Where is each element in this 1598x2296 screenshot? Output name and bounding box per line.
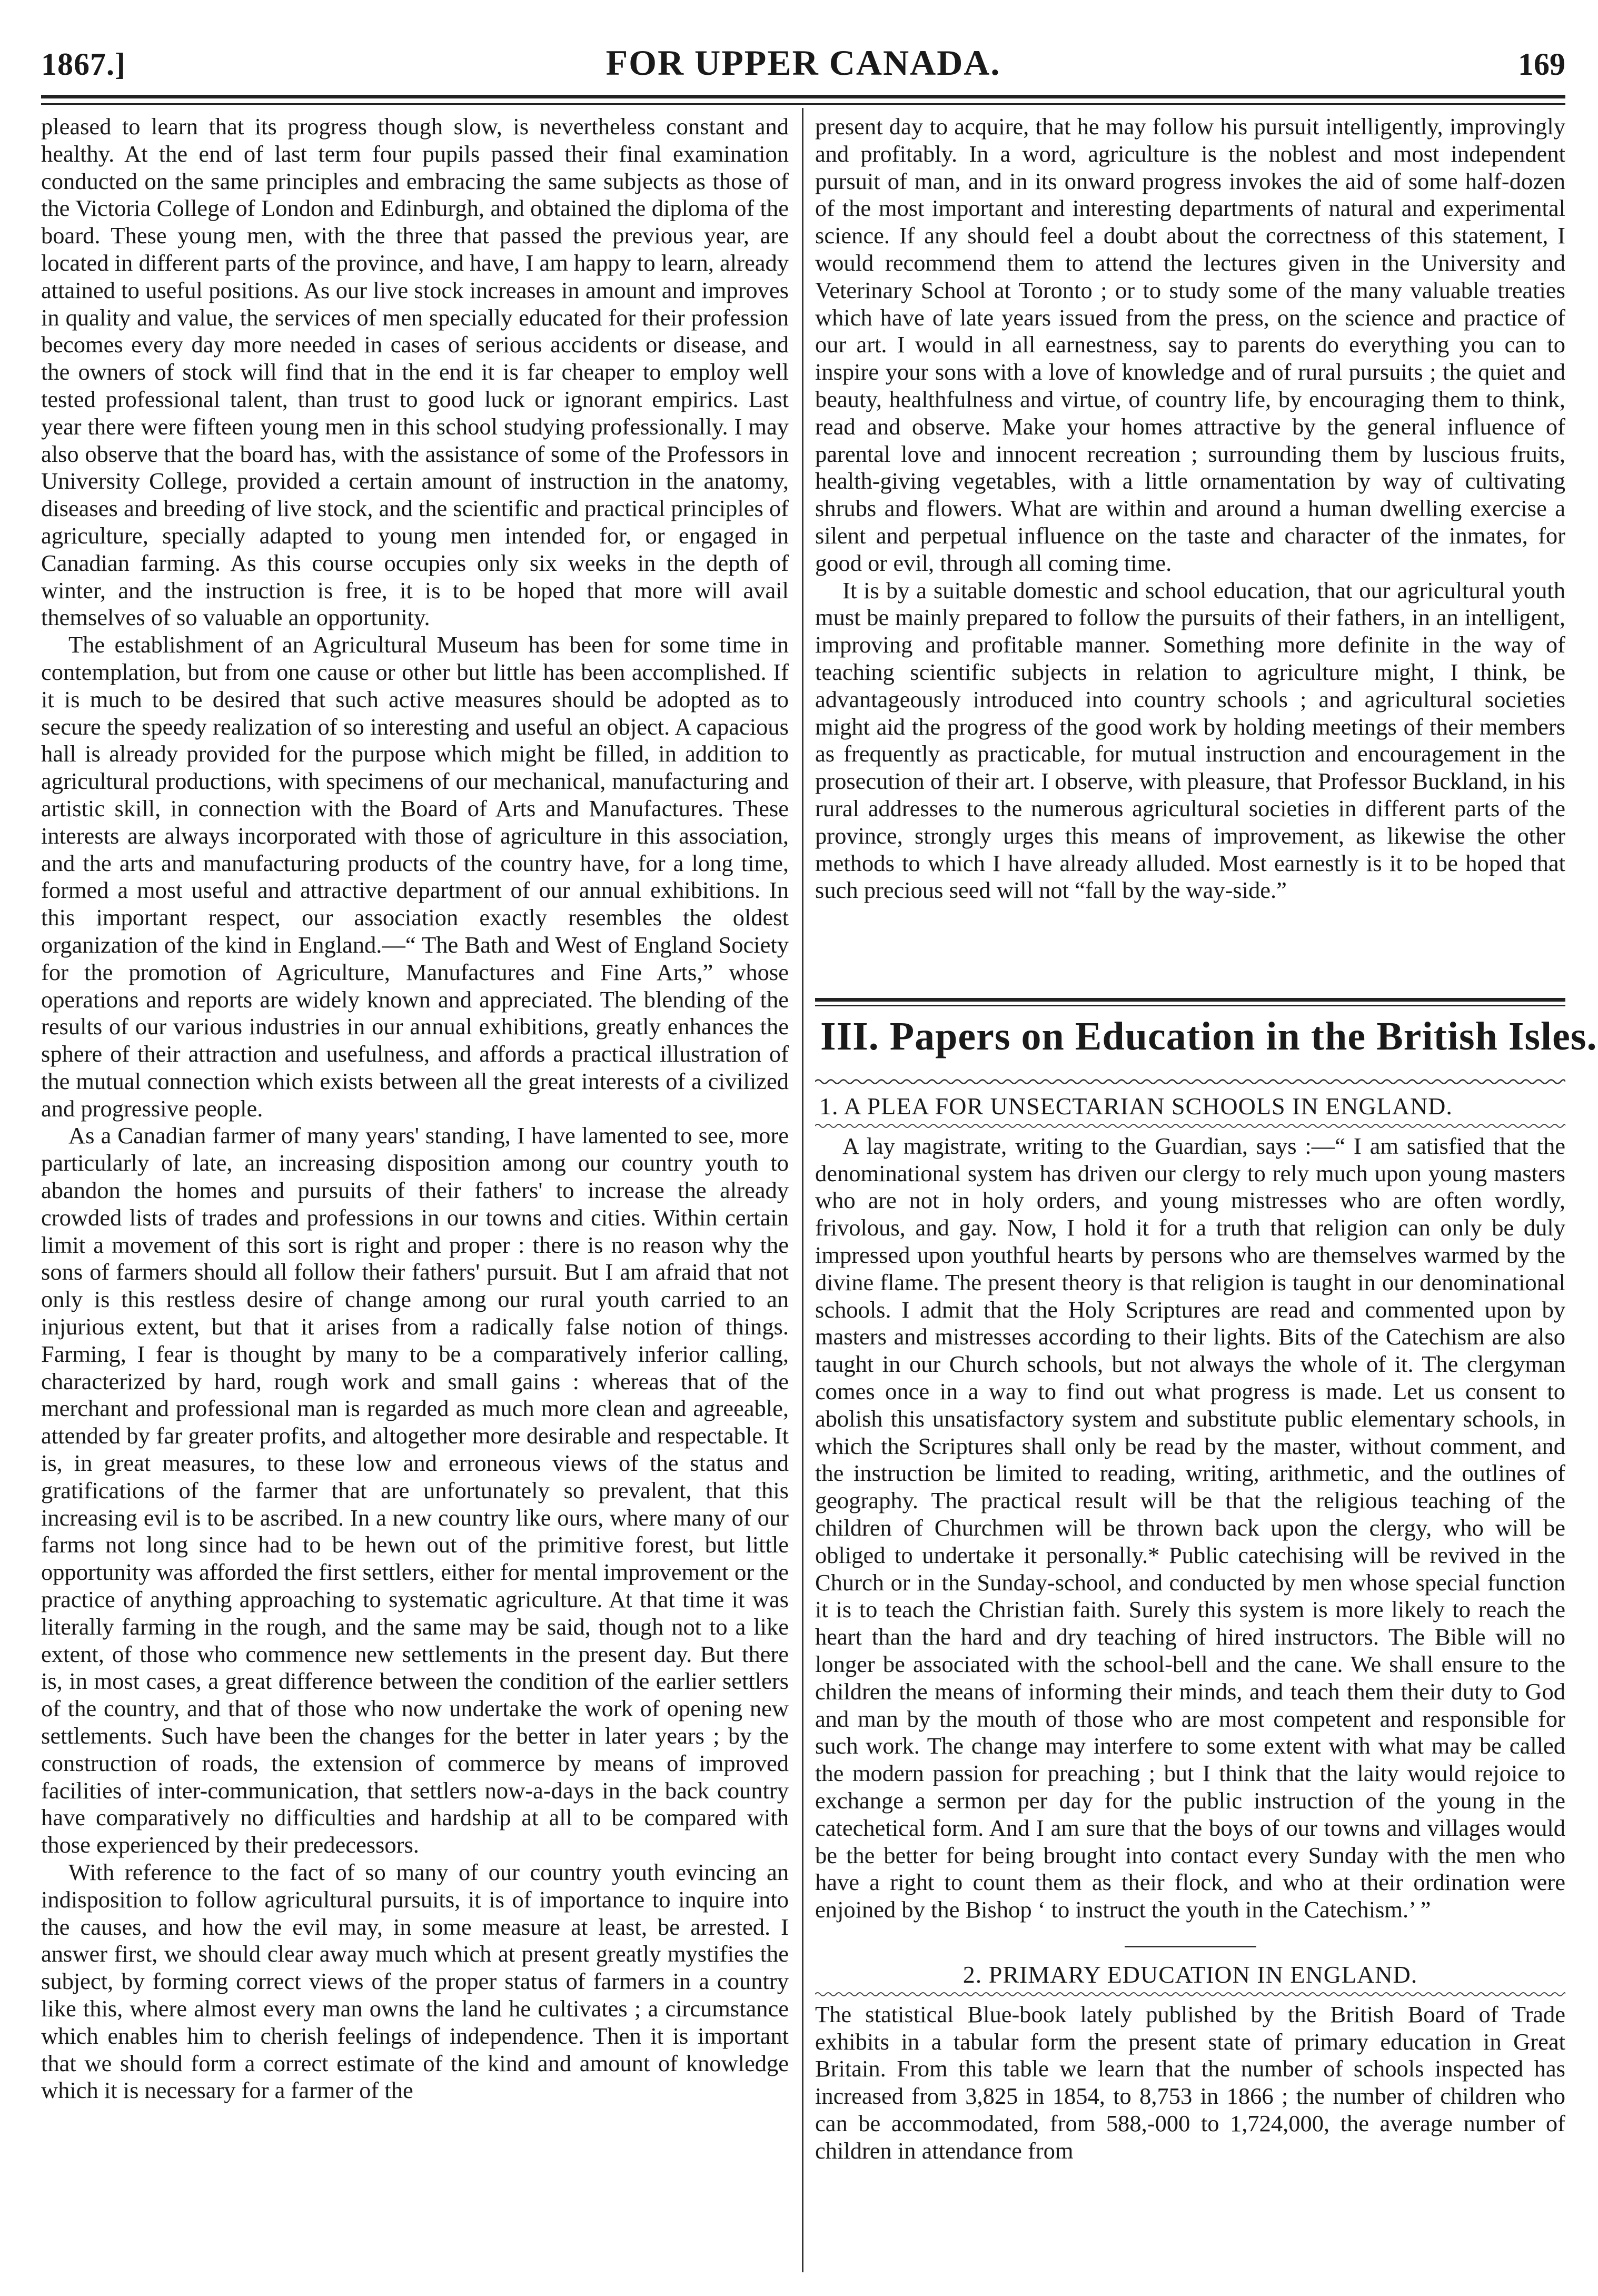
section-heading-box (815, 998, 1597, 1086)
right-column-top (815, 113, 1565, 904)
section-rule-thick (815, 998, 1565, 1002)
column-divider (802, 108, 803, 2272)
article-separator-rule (1125, 1946, 1256, 1947)
article-1-body: A lay magistrate, writing to the Guardian, says :—“ I am satisfied that the denominational system has driven our clergy to rely much upon young masters who are not in holy orders, and young mistresses who are often wordly, frivolous, and gay. Now, I hold it for a truth that religion can only be duly impressed upon youthful hearts by persons who are themselves warmed by the divine flame. The present theory is that religion is taught in our denominational schools. I admit that the Holy Scriptures are read and commented upon by masters and mistresses according to their lights. Bits of the Catechism are also taught in our Church schools, but not always the whole of it. The clergyman comes once in a way to find out what progress is made. Let us consent to abolish this unsatisfactory system and substitute public elementary schools, in which the Scriptures shall only be read by the master, without comment, and the instruction be limited to reading, writing, arithmetic, and the outlines of geography. The practical result will be that the religious teaching of the children of Churchmen will be thrown back upon the clergy, who will be obliged to undertake it personally.* Public catechising will be revived in the Church or in the Sunday-school, and conducted by men whose special function it is to teach the Christian faith. Surely this system is more likely to reach the heart than the hard and dry teaching of hired instructors. The Bible will no longer be associated with the school-bell and the cane. We shall ensure to the children the means of informing their minds, and teach them their duty to God and man by the mouth of those who are most competent and responsible for such work. The change may interfere to some extent with what may be called the modern passion for preaching ; but I think that the laity would rejoice to exchange a sermon per day for the public instruction of the young in the catechetical form. And I am sure that the boys of our towns and villages would be the better for being brought into contact every Sunday with the men who have a right to count them as their flock, and who at their ordination were enjoined by the Bishop ‘ to instruct the youth in the Catechism.’ ” (815, 1132, 1565, 1923)
right-paragraph-1: present day to acquire, that he may follow his pursuit intelligently, improvingly and profitably. In a word, agriculture is the noblest and most independent pursuit of man, and in its onward progress invokes the aid of some half-dozen of the most important and interesting departments of natural and experimental science. If any should feel a doubt about the correctness of this statement, I would recommend them to attend the lectures given in the University and Veterinary School at Toronto ; or to study some of the many valuable treaties which have of late years issued from the press, on the science and practice of our art. I would in all earnestness, say to parents do everything you can to inspire your sons with a love of knowledge and of rural pursuits ; the quiet and beauty, healthfulness and virtue, of country life, by encouraging them to think, read and observe. Make your homes attractive by the general influence of parental love and innocent recreation ; surrounding them by luscious fruits, health-giving vegetables, with a little ornamentation by way of cultivating shrubs and flowers. What are within and around a human dwelling exercise a silent and perpetual influence on the taste and character of the inmates, for good or evil, through all coming time. (815, 113, 1565, 576)
header-title: FOR UPPER CANADA. (606, 43, 1001, 83)
left-paragraph-3: As a Canadian farmer of many years' standing, I have lamented to see, more particularly of late, an increasing disposition among our country youth to abandon the homes and pursuits of their fathers' to increase the already crowded lists of trades and professions in our towns and cities. Within certain limit a movement of this sort is right and proper : there is no reason why the sons of farmers should all follow their fathers' pursuit. But I am afraid that not only is this restless desire of change among our rural youth carried to an injurious extent, but that it arises from a radically false notion of things. Farming, I fear is thought by many to be a comparatively inferior calling, characterized by hard, rough work and small gains : whereas that of the merchant and professional man is regarded as much more clean and agreeable, attended by far greater profits, and altogether more desirable and respectable. It is, in great measures, to these low and erroneous views of the status and gratifications of the farmer that are unfortunately so prevalent, that this increasing evil is to be ascribed. In a new country like ours, where many of our farms not long since had to be hewn out of the primitive forest, but little opportunity was afforded the first settlers, either for mental improvement or the practice of anything approaching to systematic agriculture. At that time it was literally farming in the rough, and the same may be said, though not to a like extent, of those who commence new settlements in the present day. But there is, in most cases, a great difference between the condition of the earlier settlers of the country, and that of those who now undertake the work of opening new settlements. Such have been the changes for the better in later years ; by the construction of roads, the extension of commerce by means of improved facilities of inter-communication, that settlers now-a-days in the back country have comparatively no difficulties and hardship at all to be compared with those experienced by their predecessors. (41, 1122, 789, 1858)
header-rule-thick (41, 95, 1565, 98)
article-1-wave-rule (815, 1122, 1565, 1130)
right-paragraph-2: It is by a suitable domestic and school education, that our agricultural youth must be mainly prepared to follow the pursuits of their fathers, in an intelligent, improving and profitable manner. Something more definite in the way of teaching scientific subjects in relation to agriculture might, I think, be advantageously introduced into country schools ; and agricultural societies might aid the progress of the good work by holding meetings of their members as frequently as practicable, for mutual instruction and encouragement in the prosecution of their art. I observe, with pleasure, that Professor Buckland, in his rural addresses to the numerous agricultural societies in different parts of the province, strongly urges this means of improvement, as likewise the other methods to which I have already alluded. Most earnestly is it to be hoped that such precious seed will not “fall by the way-side.” (815, 577, 1565, 904)
section-title: III. Papers on Education in the British Isles. (820, 1014, 1597, 1058)
header-year: 1867.] (41, 47, 126, 82)
left-paragraph-2: The establishment of an Agricultural Museum has been for some time in contemplation, but from one cause or other but little has been accomplished. If it is much to be desired that such active measures should be adopted as to secure the speedy realization of so interesting and useful an object. A capacious hall is already provided for the purpose which might be filled, in addition to agricultural productions, with specimens of our mechanical, manufacturing and artistic skill, in connection with the Board of Arts and Manufactures. These interests are always incorporated with those of agriculture in this association, and the arts and manufacturing products of the country have, for a long time, formed a most useful and attractive department of our annual exhibitions. In this important respect, our association exactly resembles the oldest organization of the kind in England.—“ The Bath and West of England Society for the promotion of Agriculture, Manufactures and Fine Arts,” whose operations and reports are widely known and appreciated. The blending of the results of our various industries in our annual exhibitions, greatly enhances the sphere of their attraction and usefulness, and affords a practical illustration of the mutual connection which exists between all the great interests of a civilized and progressive people. (41, 631, 789, 1122)
left-paragraph-4: With reference to the fact of so many of our country youth evincing an indisposition to follow agricultural pursuits, it is of importance to inquire into the causes, and how the evil may, in some measure at least, be arrested. I answer first, we should clear away much which at present greatly mystifies the subject, by forming correct views of the proper status of farmers in a country like this, where almost every man owns the land he cultivates ; a circumstance which enables him to cherish feelings of independence. Then it is important that we should form a correct estimate of the kind and amount of knowledge which it is necessary for a farmer of the (41, 1859, 789, 2104)
article-1-heading: 1. A PLEA FOR UNSECTARIAN SCHOOLS IN ENGLAND. (819, 1093, 1453, 1120)
section-rule-thin (815, 1005, 1565, 1006)
left-paragraph-1: pleased to learn that its progress though slow, is nevertheless constant and healthy. At the end of last term four pupils passed their final examination conducted on the same principles and embracing the same subjects as those of the Victoria College of London and Edinburgh, and obtained the diploma of the board. These young men, with the three that passed the previous year, are located in different parts of the province, and have, I am happy to learn, already attained to useful positions. As our live stock increases in amount and improves in quality and value, the services of men specially educated for their profession becomes every day more needed in cases of serious accidents or disease, and the owners of stock will find that in the end it is far cheaper to employ well tested professional talent, than trust to good luck or ignorant empirics. Last year there were fifteen young men in this school studying professionally. I may also observe that the board has, with the assistance of some of the Professors in University College, provided a certain amount of instruction in the anatomy, diseases and breeding of live stock, and the scientific and practical principles of agriculture, specially adapted to young men intended for, or engaged in Canadian farming. As this course occupies only six weeks in the depth of winter, and the instruction is free, it is to be hoped that more will avail themselves of so valuable an opportunity. (41, 113, 789, 631)
left-column (41, 113, 789, 2104)
header-page-number: 169 (1518, 47, 1565, 82)
article-2-heading: 2. PRIMARY EDUCATION IN ENGLAND. (962, 1961, 1418, 1988)
article-2-wave-rule (815, 1991, 1565, 1998)
page-header (41, 37, 1565, 95)
header-rule-thin (41, 103, 1565, 105)
right-column-bottom (815, 1093, 1565, 2164)
article-2-body: The statistical Blue-book lately published by the British Board of Trade exhibits in a tabular form the present state of primary education in Great Britain. From this table we learn that the number of schools inspected has increased from 3,825 in 1854, to 8,753 in 1866 ; the number of children who can be accommodated, from 588,-000 to 1,724,000, the average number of children in attendance from (815, 2001, 1565, 2164)
section-wave-rule (815, 1077, 1565, 1086)
